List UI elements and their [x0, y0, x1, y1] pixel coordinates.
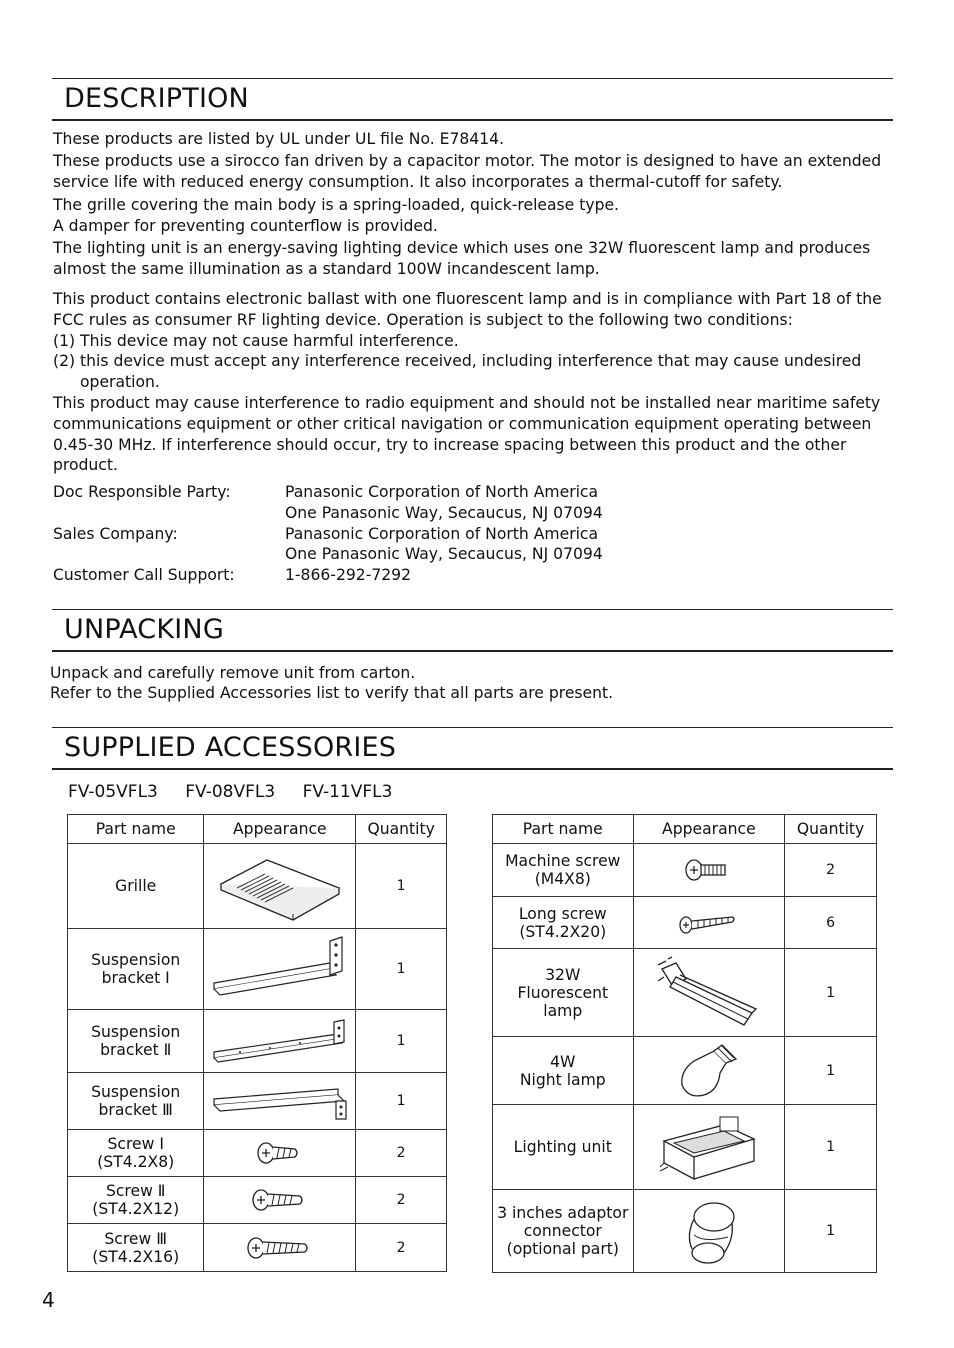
table-row [493, 1190, 877, 1273]
quantity: 2 [356, 1177, 447, 1224]
machine-screw-icon [633, 844, 785, 897]
page-number: 4 [42, 1288, 55, 1312]
suspension-bracket-1-icon [204, 929, 356, 1010]
model-list [68, 782, 414, 802]
unpacking-heading: UNPACKING [52, 609, 893, 652]
table-row [68, 844, 447, 929]
doc-party-name: Panasonic Corporation of North America [285, 483, 599, 501]
fcc-condition-1: (1) This device may not cause harmful interference. [53, 331, 459, 350]
quantity: 2 [785, 844, 877, 897]
part-name: 4W Night lamp [493, 1037, 634, 1105]
grille-text: The grille covering the main body is a spring-loaded, quick-release type. [53, 195, 620, 214]
quantity: 1 [785, 1037, 877, 1105]
motor-text: These products use a sirocco fan driven by a capacitor motor. The motor is designed to have an extended service life with reduced energy consumption. It also incorporates a thermal-cutoff for safety. [53, 151, 882, 191]
call-support-label: Customer Call Support: [53, 566, 235, 585]
model-name: FV-11VFL3 [302, 782, 393, 802]
part-name: Screw Ⅲ (ST4.2X16) [68, 1224, 204, 1272]
quantity: 1 [356, 1073, 447, 1130]
damper-text: A damper for preventing counterflow is provided. [53, 217, 438, 235]
model-name: FV-05VFL3 [68, 782, 158, 802]
quantity: 1 [785, 1105, 877, 1190]
screw-3-icon [204, 1224, 356, 1272]
header-part-name: Part name [493, 815, 634, 844]
sales-company-label: Sales Company: [53, 524, 178, 543]
part-name: Suspension bracket Ⅲ [68, 1073, 204, 1130]
ul-listing-text: These products are listed by UL under UL file No. E78414. [53, 130, 505, 148]
table-row [68, 1224, 447, 1272]
part-name: Screw Ⅰ (ST4.2X8) [68, 1130, 204, 1177]
part-name: 3 inches adaptor connector (optional part) [493, 1190, 634, 1273]
quantity: 2 [356, 1130, 447, 1177]
model-name: FV-08VFL3 [185, 782, 276, 802]
grille-icon [204, 844, 356, 929]
suspension-bracket-3-icon [204, 1073, 356, 1130]
adaptor-connector-icon [633, 1190, 785, 1273]
call-support-phone: 1-866-292-7292 [285, 566, 412, 585]
header-part-name: Part name [68, 815, 204, 844]
quantity: 1 [356, 1010, 447, 1073]
header-appearance: Appearance [633, 815, 785, 844]
lighting-unit-icon [633, 1105, 785, 1190]
table-row [68, 929, 447, 1010]
header-quantity: Quantity [785, 815, 877, 844]
doc-party-label: Doc Responsible Party: [53, 483, 231, 501]
quantity: 1 [356, 929, 447, 1010]
fcc-condition-2: (2) this device must accept any interference received, including interference that may cause undesired operation. [53, 352, 862, 392]
description-heading: DESCRIPTION [52, 78, 893, 121]
part-name: Screw Ⅱ (ST4.2X12) [68, 1177, 204, 1224]
lighting-unit-text: The lighting unit is an energy-saving lighting device which uses one 32W fluorescent lamp and produces almost the same illumination as a standard 100W incandescent lamp. [53, 238, 871, 278]
quantity: 2 [356, 1224, 447, 1272]
table-row [493, 1105, 877, 1190]
quantity: 6 [785, 897, 877, 949]
table-row [68, 1130, 447, 1177]
fcc-interference: This product may cause interference to radio equipment and should not be installed near maritime safety communications equipment or other critical navigation or communication equipment operating between 0.45-30 MHz. If interference should occur, try to increase spacing between this product and the other product. [53, 393, 881, 475]
screw-2-icon [204, 1177, 356, 1224]
night-lamp-icon [633, 1037, 785, 1105]
part-name: Lighting unit [493, 1105, 634, 1190]
part-name: Long screw (ST4.2X20) [493, 897, 634, 949]
part-name: 32W Fluorescent lamp [493, 949, 634, 1037]
unpacking-line-1: Unpack and carefully remove unit from carton. [50, 664, 416, 682]
table-row [493, 949, 877, 1037]
table-row [68, 1177, 447, 1224]
unpacking-line-2: Refer to the Supplied Accessories list to verify that all parts are present. [50, 683, 614, 702]
sales-company-address: One Panasonic Way, Secaucus, NJ 07094 [285, 545, 603, 564]
screw-1-icon [204, 1130, 356, 1177]
fluorescent-lamp-icon [633, 949, 785, 1037]
doc-party-address: One Panasonic Way, Secaucus, NJ 07094 [285, 503, 603, 522]
table-row [493, 844, 877, 897]
description-body [53, 129, 893, 281]
long-screw-icon [633, 897, 785, 949]
part-name: Suspension bracket Ⅰ [68, 929, 204, 1010]
fcc-intro: This product contains electronic ballast with one fluorescent lamp and is in compliance with Part 18 of the FCC rules as consumer RF lighting device. Operation is subject to the following two conditions: [53, 290, 882, 329]
part-name: Suspension bracket Ⅱ [68, 1010, 204, 1073]
quantity: 1 [785, 1190, 877, 1273]
table-row [68, 1073, 447, 1130]
part-name: Machine screw (M4X8) [493, 844, 634, 897]
quantity: 1 [356, 844, 447, 929]
part-name: Grille [68, 844, 204, 929]
table-row [493, 897, 877, 949]
table-row [68, 1010, 447, 1073]
table-row [493, 1037, 877, 1105]
accessories-table-right [492, 814, 877, 1273]
quantity: 1 [785, 949, 877, 1037]
contact-info [53, 482, 603, 586]
unpacking-body [50, 664, 613, 703]
suspension-bracket-2-icon [204, 1010, 356, 1073]
header-quantity: Quantity [356, 815, 447, 844]
accessories-heading: SUPPLIED ACCESSORIES [52, 727, 893, 770]
sales-company-name: Panasonic Corporation of North America [285, 524, 599, 543]
fcc-block [53, 289, 885, 476]
accessories-table-left [67, 814, 447, 1272]
header-appearance: Appearance [204, 815, 356, 844]
